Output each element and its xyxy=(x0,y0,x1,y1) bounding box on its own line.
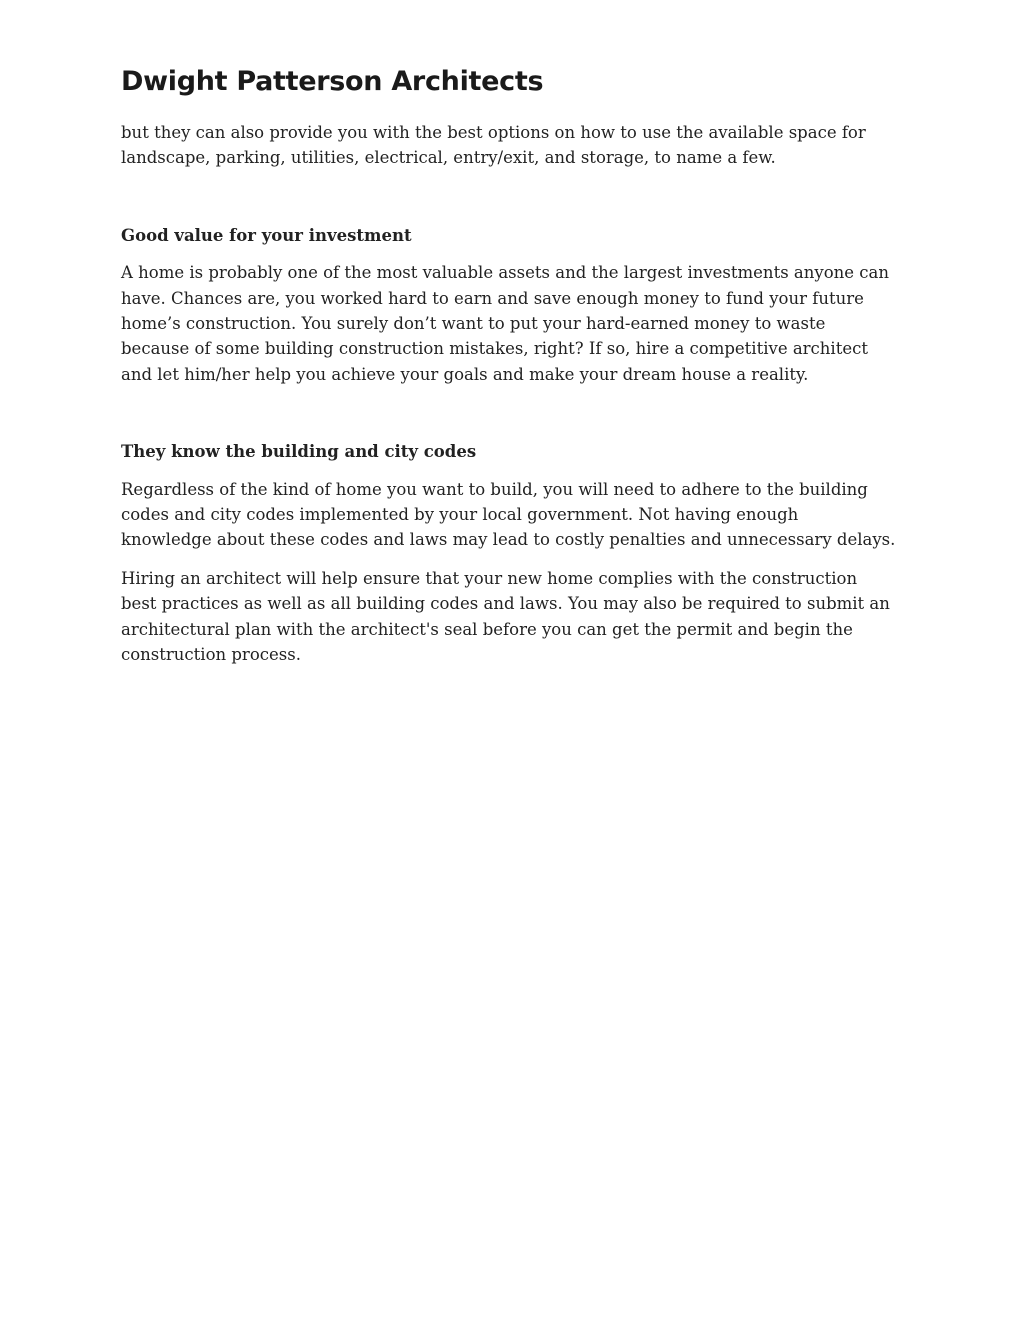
section-building-codes xyxy=(121,439,921,667)
text-line: because of some building construction mistakes, right? If so, hire a competitive architect xyxy=(121,339,868,359)
body-paragraph xyxy=(121,566,921,668)
text-line: and let him/her help you achieve your goals and make your dream house a reality. xyxy=(121,364,809,384)
document-title: Dwight Patterson Architects xyxy=(121,66,544,97)
section-good-value xyxy=(121,223,921,387)
text-line: home’s construction. You surely don’t want to put your hard-earned money to waste xyxy=(121,314,826,334)
text-line: knowledge about these codes and laws may lead to costly penalties and unnecessary delays. xyxy=(121,530,896,550)
text-line: Regardless of the kind of home you want to build, you will need to adhere to the building xyxy=(121,479,868,499)
body-paragraph xyxy=(121,260,921,387)
section-spacer xyxy=(121,184,921,223)
text-line: architectural plan with the architect's seal before you can get the permit and begin the xyxy=(121,619,853,639)
text-line: landscape, parking, utilities, electrical, entry/exit, and storage, to name a few. xyxy=(121,148,776,168)
text-line: but they can also provide you with the best options on how to use the available space for xyxy=(121,123,866,142)
section-heading: They know the building and city codes xyxy=(121,442,477,462)
text-line: have. Chances are, you worked hard to earn and save enough money to fund your future xyxy=(121,288,864,308)
section-heading: Good value for your investment xyxy=(121,225,412,245)
text-line: A home is probably one of the most valuable assets and the largest investments anyone can xyxy=(121,263,889,283)
text-line: construction process. xyxy=(121,645,301,665)
text-line: best practices as well as all building codes and laws. You may also be required to submit an xyxy=(121,594,890,614)
text-line: Hiring an architect will help ensure that your new home complies with the construction xyxy=(121,568,858,588)
body-paragraph xyxy=(121,477,921,553)
intro-paragraph xyxy=(121,120,921,171)
document-body xyxy=(121,120,921,681)
text-line: codes and city codes implemented by your local government. Not having enough xyxy=(121,505,799,525)
section-spacer xyxy=(121,400,921,439)
